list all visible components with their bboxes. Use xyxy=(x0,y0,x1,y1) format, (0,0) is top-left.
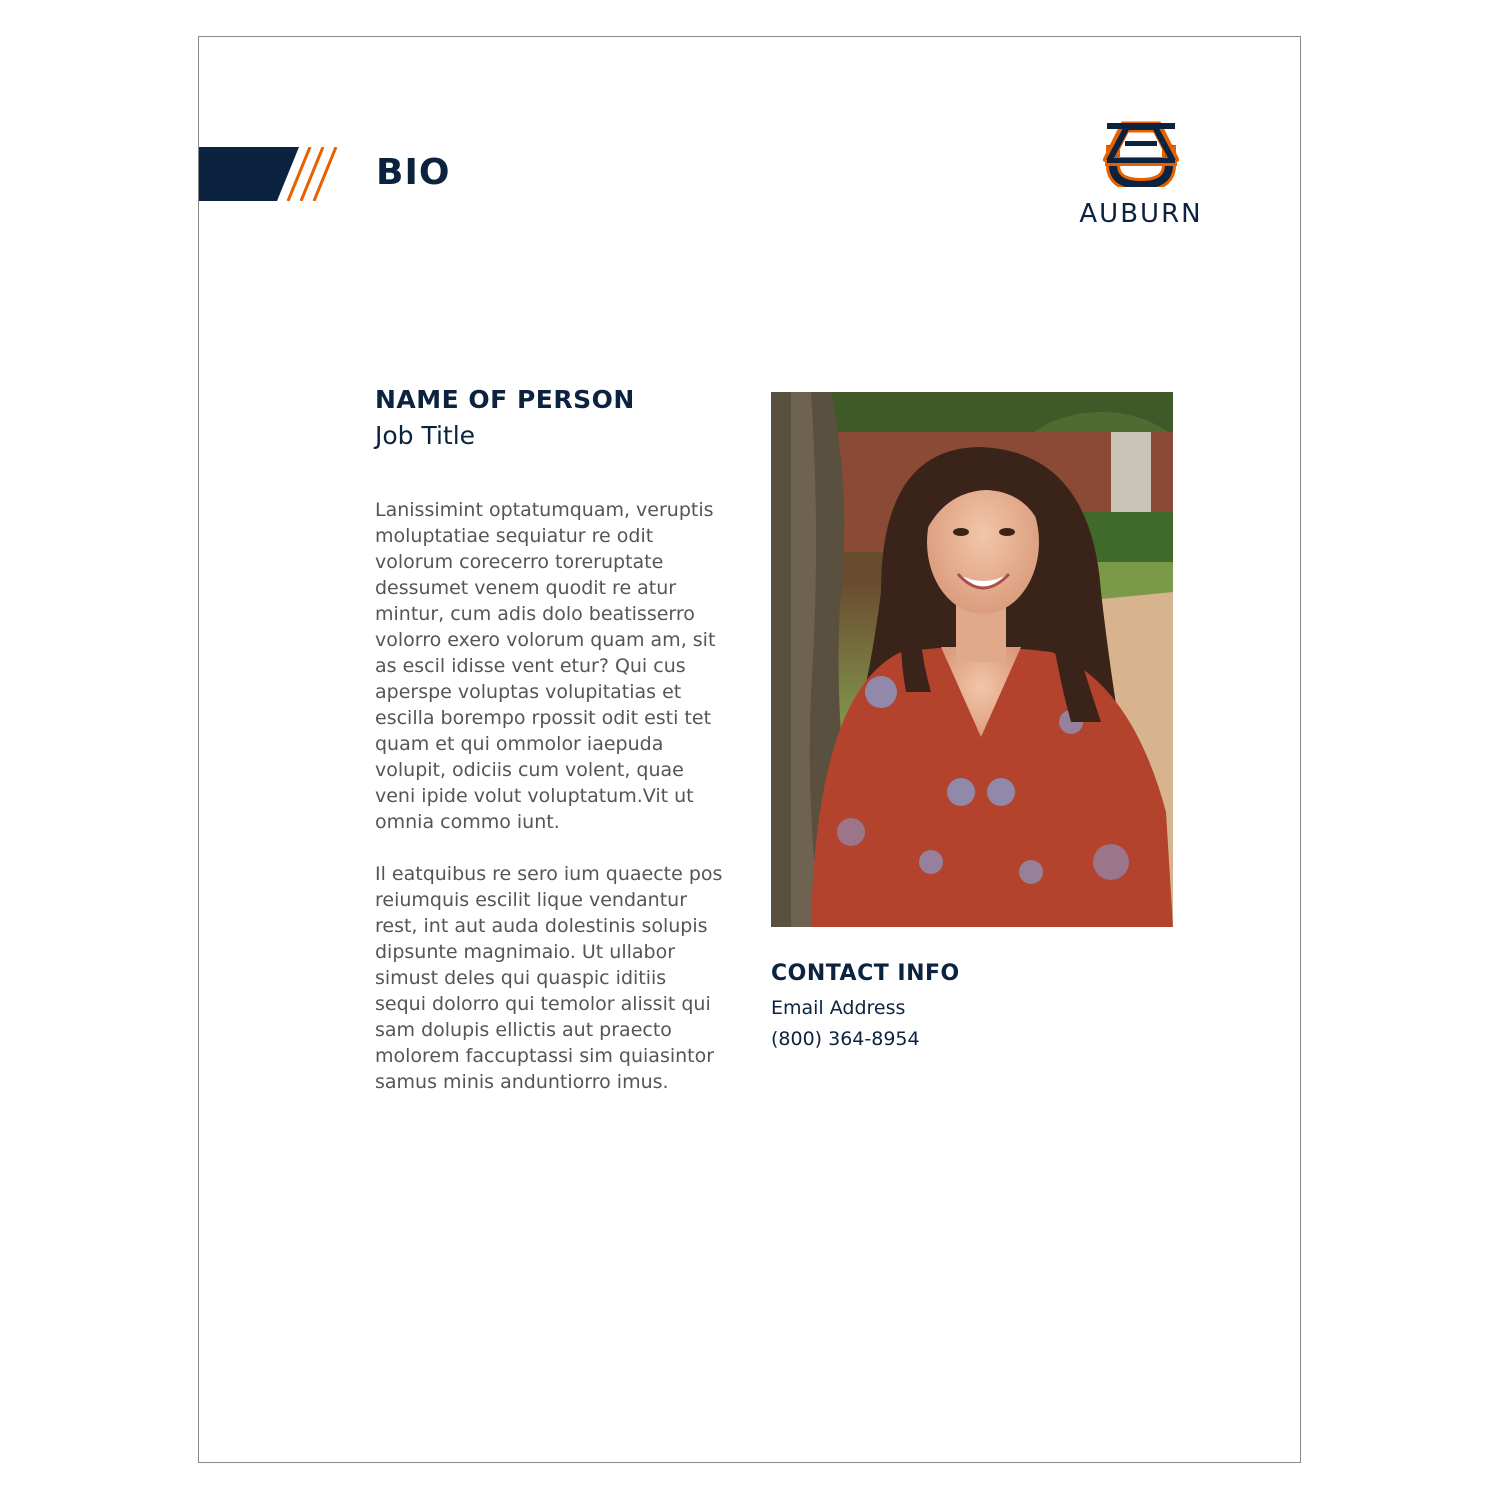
portrait-illustration xyxy=(771,392,1173,927)
au-monogram-icon xyxy=(1103,121,1179,187)
header-accent-stripes xyxy=(199,147,339,201)
section-title: BIO xyxy=(376,152,451,193)
auburn-logo xyxy=(1061,121,1221,241)
logo-wordmark: AUBURN xyxy=(1079,199,1203,229)
person-name: NAME OF PERSON xyxy=(375,385,635,414)
bio-paragraph: Lanissimint optatumquam, veruptis moluptatiae sequiatur re odit volorum corecerro toreruptate dessumet venem quodit re atur mintur, cum adis dolo beatisserro volorro exero volorum quam am, sit as escil idisse vent etur? Qui cus aperspe voluptas volupitatias et escilla borempo rpossit odit esti tet quam et qui ommolor iaepuda volupit, odiciis cum volent, quae veni ipide volut voluptatum.Vit ut omnia commo iunt. xyxy=(375,499,716,833)
portrait-photo xyxy=(771,392,1173,927)
contact-phone: (800) 364-8954 xyxy=(771,1028,920,1050)
contact-email: Email Address xyxy=(771,997,906,1019)
contact-heading: CONTACT INFO xyxy=(771,961,960,986)
bio-body xyxy=(375,497,723,1121)
bio-sheet xyxy=(198,36,1301,1463)
job-title: Job Title xyxy=(375,421,476,450)
bio-paragraph: Il eatquibus re sero ium quaecte pos reiumquis escilit lique vendantur rest, int aut auda dolestinis solupis dipsunte magnimaio. Ut ullabor simust deles qui quaspic iditiis sequi dolorro qui temolor alissit qui sam dolupis ellictis aut praecto molorem faccuptassi sim quiasintor samus minis anduntiorro imus. xyxy=(375,863,723,1093)
